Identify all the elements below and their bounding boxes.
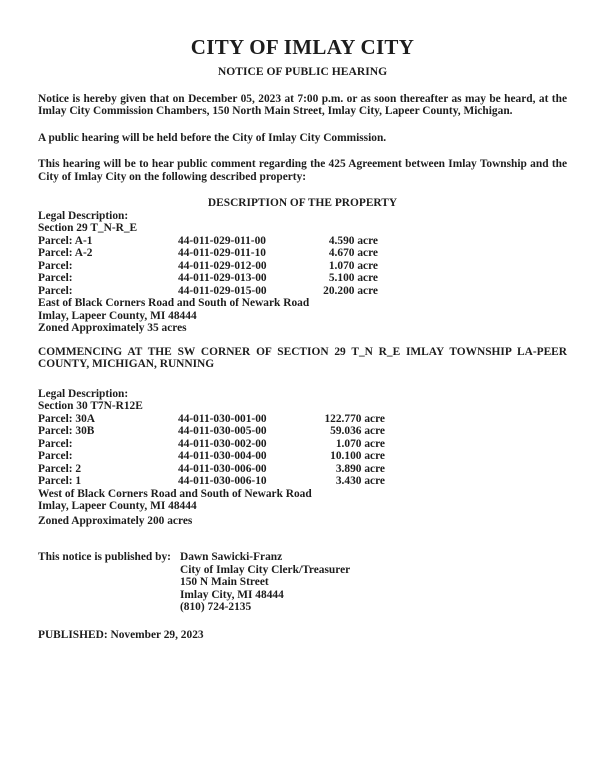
legal-description-label-29: Legal Description: <box>38 209 129 222</box>
parcel-number: 44-011-029-013-00 <box>178 272 267 284</box>
parcel-acreage: 1.070 acre <box>335 437 385 450</box>
parcel-acreage: 122.770 acre <box>324 412 385 425</box>
parcel-label: Parcel: 30A <box>38 412 96 425</box>
parcel-label: Parcel: <box>38 284 73 297</box>
parcel-number: 44-011-030-002-00 <box>178 437 267 450</box>
hearing-statement-paragraph: A public hearing will be held before the City of Imlay City Commission. <box>38 131 387 144</box>
property-zoning-line-30: Zoned Approximately 200 acres <box>38 514 193 527</box>
parcel-number: 44-011-029-012-00 <box>178 259 267 272</box>
parcel-row <box>38 475 385 488</box>
parcel-label: Parcel: <box>38 437 73 450</box>
publisher-details <box>180 551 567 614</box>
parcel-acreage: 10.100 acre <box>330 450 385 462</box>
document-subtitle: NOTICE OF PUBLIC HEARING <box>217 65 388 78</box>
parcel-label: Parcel: 1 <box>38 475 82 487</box>
commencing-paragraph: COMMENCING AT THE SW CORNER OF SECTION 29 T_N R_E IMLAY TOWNSHIP LA-PEER COUNTY, MICHIGAN, RUNNING <box>38 345 567 370</box>
parcel-acreage: 3.430 acre <box>335 475 385 487</box>
parcel-row <box>38 272 378 285</box>
parcel-label: Parcel: 2 <box>38 462 82 475</box>
parcel-number: 44-011-030-006-10 <box>178 475 267 487</box>
parcel-row <box>38 438 385 451</box>
publisher-label: This notice is published by: <box>38 551 171 563</box>
parcel-row <box>38 285 378 298</box>
property-city-line-30: Imlay, Lapeer County, MI 48444 <box>38 500 197 512</box>
parcel-row <box>38 450 385 463</box>
property-location-line-29: East of Black Corners Road and South of Newark Road <box>38 297 310 309</box>
parcel-acreage: 1.070 acre <box>328 259 378 272</box>
legal-description-label-30: Legal Description: <box>38 387 129 400</box>
section-30-line: Section 30 T7N-R12E <box>38 400 143 412</box>
parcel-number: 44-011-030-001-00 <box>178 412 267 425</box>
parcel-label: Parcel: <box>38 259 73 272</box>
property-description-heading: DESCRIPTION OF THE PROPERTY <box>207 197 398 209</box>
parcel-label: Parcel: A-2 <box>38 247 93 259</box>
document-title: CITY OF IMLAY CITY <box>190 35 415 59</box>
parcel-number: 44-011-029-011-10 <box>178 247 266 259</box>
parcel-row <box>38 413 385 426</box>
parcel-acreage: 3.890 acre <box>335 462 385 475</box>
parcel-number: 44-011-029-015-00 <box>178 284 267 297</box>
notice-intro-paragraph: Notice is hereby given that on December 05, 2023 at 7:00 p.m. or as soon thereafter as may be heard, at the Imlay City Commission Chambers, 150 North Main Street, Imlay City, Lapeer County, Michigan. <box>38 92 567 117</box>
hearing-subject-paragraph: This hearing will be to hear public comment regarding the 425 Agreement between Imlay Township and the City of Imlay City on the following described property: <box>38 158 567 183</box>
parcel-label: Parcel: 30B <box>38 425 95 437</box>
parcel-number: 44-011-029-011-00 <box>178 234 266 247</box>
parcel-table-section30 <box>38 413 385 488</box>
parcel-number: 44-011-030-004-00 <box>178 450 267 462</box>
parcel-table-section29 <box>38 235 378 298</box>
parcel-row <box>38 247 378 260</box>
publisher-city-line: Imlay City, MI 48444 <box>180 588 284 601</box>
publisher-block <box>38 551 567 614</box>
parcel-row <box>38 463 385 476</box>
parcel-acreage: 4.590 acre <box>328 234 378 247</box>
property-zoning-line-29: Zoned Approximately 35 acres <box>38 322 187 334</box>
parcel-acreage: 4.670 acre <box>328 247 378 259</box>
property-city-line-29: Imlay, Lapeer County, MI 48444 <box>38 309 197 322</box>
published-date-line: PUBLISHED: November 29, 2023 <box>38 628 204 641</box>
parcel-row <box>38 235 378 248</box>
property-location-line-30: West of Black Corners Road and South of Newark Road <box>38 487 312 500</box>
parcel-label: Parcel: A-1 <box>38 234 93 247</box>
parcel-number: 44-011-030-006-00 <box>178 462 267 475</box>
section-29-line: Section 29 T_N-R_E <box>38 222 138 234</box>
parcel-acreage: 20.200 acre <box>323 284 378 297</box>
publisher-street-line: 150 N Main Street <box>180 576 269 588</box>
parcel-label: Parcel: <box>38 272 73 284</box>
parcel-number: 44-011-030-005-00 <box>178 425 267 437</box>
publisher-title-line: City of Imlay City Clerk/Treasurer <box>180 563 351 576</box>
parcel-row <box>38 260 378 273</box>
publisher-name: Dawn Sawicki-Franz <box>180 551 283 563</box>
parcel-label: Parcel: <box>38 450 73 462</box>
parcel-acreage: 59.036 acre <box>330 425 385 437</box>
parcel-row <box>38 425 385 438</box>
parcel-acreage: 5.100 acre <box>328 272 378 284</box>
publisher-phone-line: (810) 724-2135 <box>180 601 252 613</box>
